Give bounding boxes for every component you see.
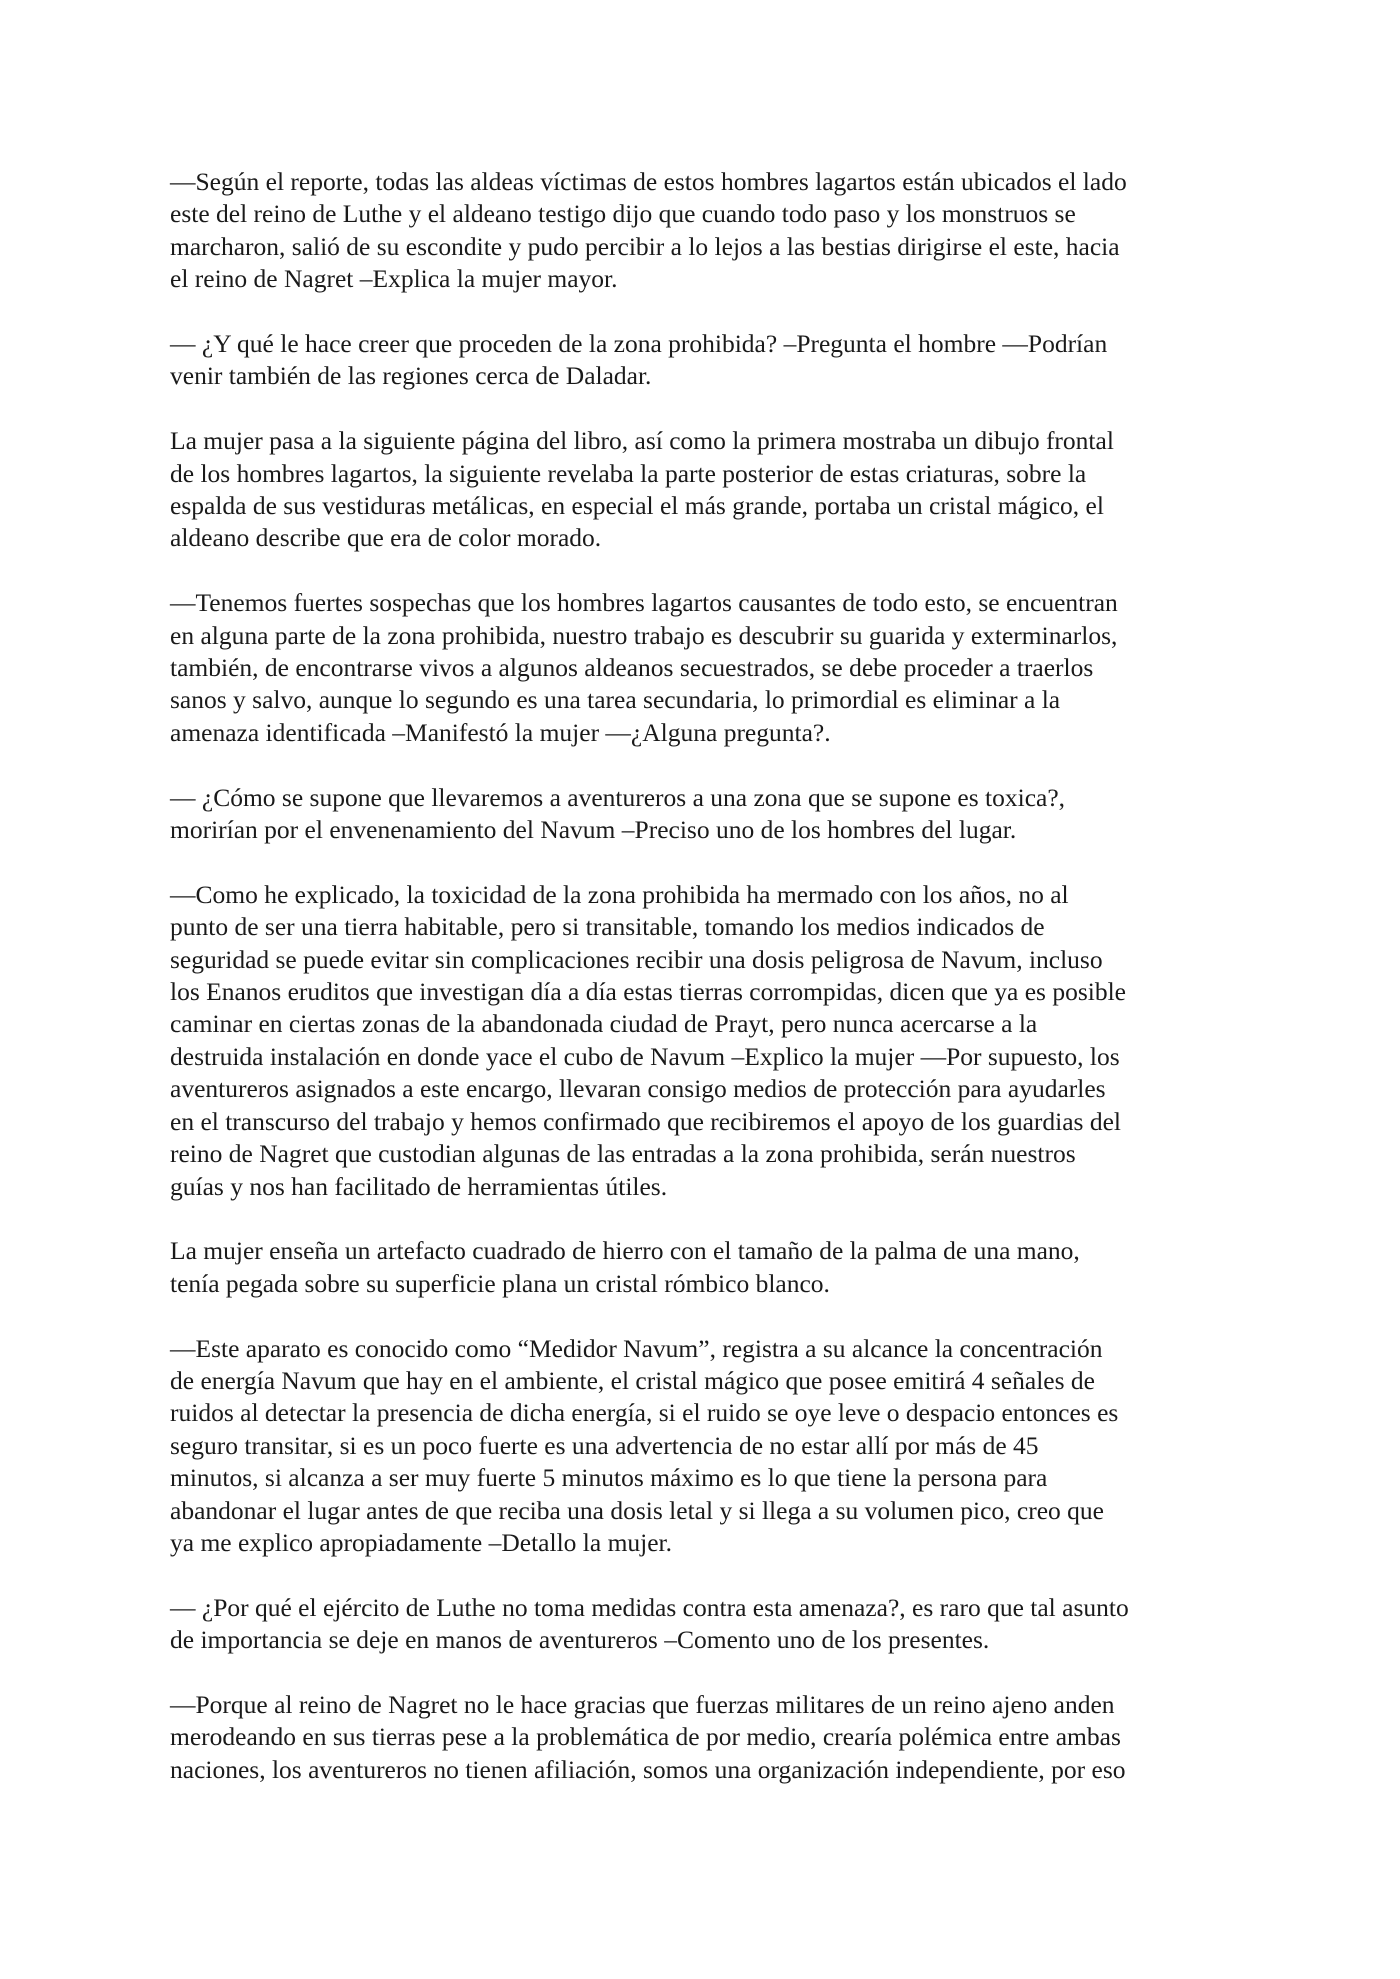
paragraph: —Tenemos fuertes sospechas que los hombres lagartos causantes de todo esto, se encuentran en alguna parte de la zona prohibida, nuestro trabajo es descubrir su guarida y exterminarlos, también, de encontrarse vivos a algunos aldeanos secuestrados, se debe proceder a traerlos sanos y salvo, aunque lo segundo es una tarea secundaria, lo primordial es eliminar a la amenaza identificada –Manifestó la mujer —¿Alguna pregunta?. (170, 588, 1118, 747)
paragraph: — ¿Cómo se supone que llevaremos a aventureros a una zona que se supone es toxica?, morirían por el envenenamiento del Navum –Preciso uno de los hombres del lugar. (170, 782, 1066, 845)
paragraph: —Este aparato es conocido como “Medidor Navum”, registra a su alcance la concentración de energía Navum que hay en el ambiente, el cristal mágico que posee emitirá 4 señales de ruidos al detectar la presencia de dicha energía, si el ruido se oye leve o despacio entonces es seguro transitar, si es un poco fuerte es una advertencia de no estar allí por más de 45 minutos, si alcanza a ser muy fuerte 5 minutos máximo es lo que tiene la persona para abandonar el lugar antes de que reciba una dosis letal y si llega a su volumen pico, creo que ya me explico apropiadamente –Detallo la mujer. (170, 1333, 1119, 1557)
paragraph: — ¿Y qué le hace creer que proceden de la zona prohibida? –Pregunta el hombre —Podrían venir también de las regiones cerca de Daladar. (170, 329, 1108, 391)
paragraph: —Como he explicado, la toxicidad de la zona prohibida ha mermado con los años, no al punto de ser una tierra habitable, pero si transitable, tomando los medios indicados de seguridad se puede evitar sin complicaciones recibir una dosis peligrosa de Navum, incluso los Enanos eruditos que investigan día a día estas tierras corrompidas, dicen que ya es posible caminar en ciertas zonas de la abandonada ciudad de Prayt, pero nunca acercarse a la destruida instalación en donde yace el cubo de Navum –Explico la mujer —Por supuesto, los aventureros asignados a este encargo, llevaran consigo medios de protección para ayudarles en el transcurso del trabajo y hemos confirmado que recibiremos el apoyo de los guardias del reino de Nagret que custodian algunas de las entradas a la zona prohibida, serán nuestros guías y nos han facilitado de herramientas útiles. (170, 879, 1126, 1201)
paragraph: La mujer pasa a la siguiente página del libro, así como la primera mostraba un dibujo frontal de los hombres lagartos, la siguiente revelaba la parte posterior de estas criaturas, sobre la espalda de sus vestiduras metálicas, en especial el más grande, portaba un cristal mágico, el aldeano describe que era de color morado. (170, 426, 1114, 553)
paragraph: — ¿Por qué el ejército de Luthe no toma medidas contra esta amenaza?, es raro que tal asunto de importancia se deje en manos de aventureros –Comento uno de los presentes. (170, 1592, 1129, 1655)
paragraph: —Según el reporte, todas las aldeas víctimas de estos hombres lagartos están ubicados el lado este del reino de Luthe y el aldeano testigo dijo que cuando todo paso y los monstruos se marcharon, salió de su escondite y pudo percibir a lo lejos a las bestias dirigirse el este, hacia el reino de Nagret –Explica la mujer mayor. (170, 167, 1127, 294)
document-body (170, 166, 1260, 1786)
paragraph: La mujer enseña un artefacto cuadrado de hierro con el tamaño de la palma de una mano, tenía pegada sobre su superficie plana un cristal rómbico blanco. (170, 1236, 1080, 1298)
paragraph: —Porque al reino de Nagret no le hace gracias que fuerzas militares de un reino ajeno anden merodeando en sus tierras pese a la problemática de por medio, crearía polémica entre ambas naciones, los aventureros no tienen afiliación, somos una organización independiente, por eso (170, 1689, 1126, 1784)
